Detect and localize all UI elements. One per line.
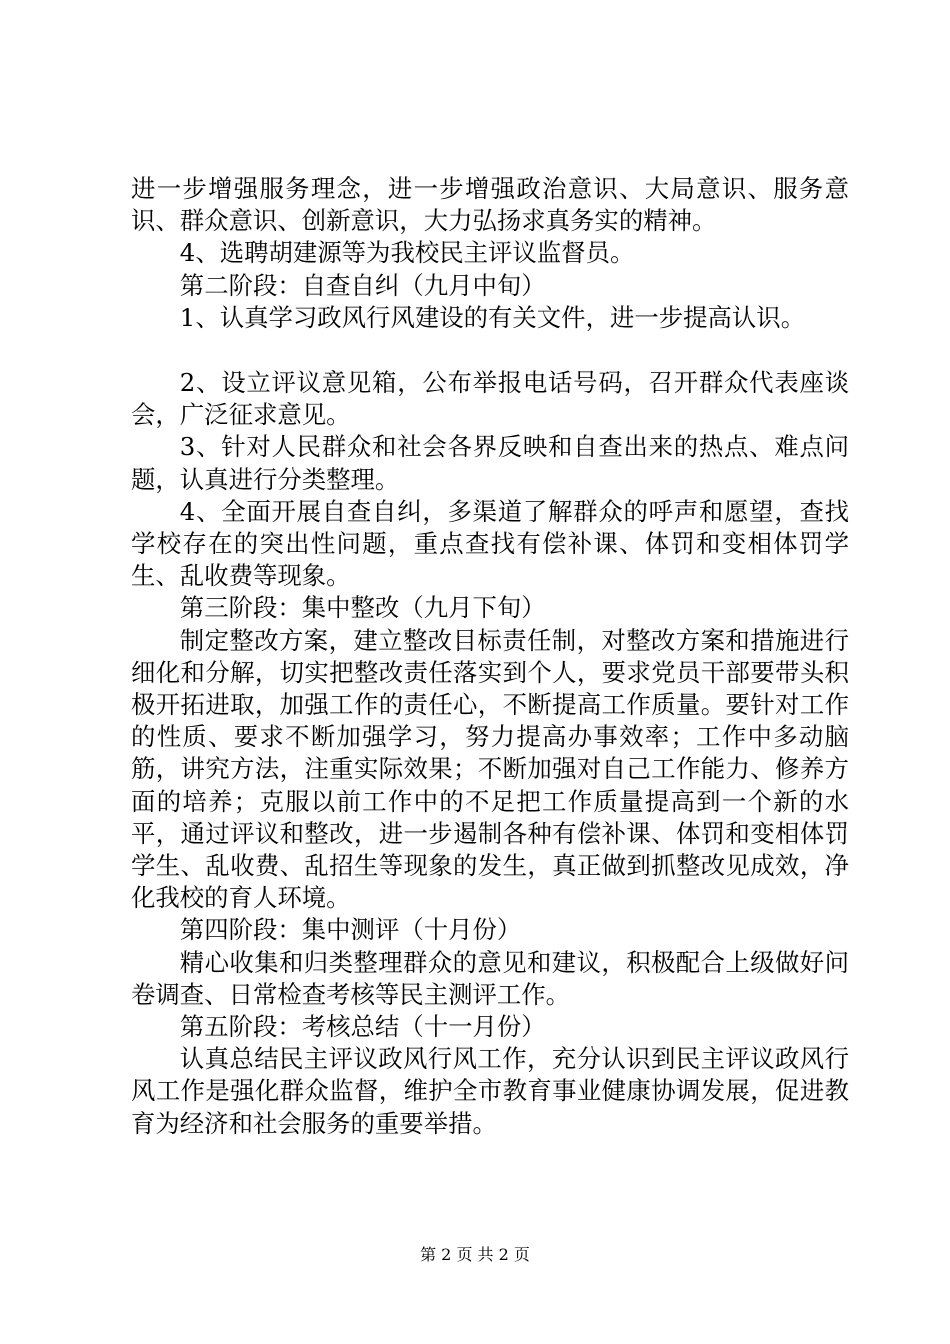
stage-2-heading: 第二阶段：自查自纠（九月中旬） [179, 270, 546, 300]
paragraph-stage-2-item-3: 3、针对人民群众和社会各界反映和自查出来的热点、难点问题，认真进行分类整理。 [131, 432, 849, 494]
paragraph-stage-5-body: 认真总结民主评议政风行风工作，充分认识到民主评议政风行风工作是强化群众监督，维护全市教育事业健康协调发展，促进教育为经济和社会服务的重要举措。 [131, 1044, 849, 1138]
stage-3-heading: 第三阶段：集中整改（九月下旬） [179, 593, 546, 623]
paragraph-item-4-supervisor: 4、选聘胡建源等为我校民主评议监督员。 [179, 238, 635, 268]
paragraph-stage-4-body: 精心收集和归类整理群众的意见和建议，积极配合上级做好问卷调查、日常检查考核等民主测评工作。 [131, 947, 849, 1009]
paragraph-stage-3-body: 制定整改方案，建立整改目标责任制，对整改方案和措施进行细化和分解，切实把整改责任落实到个人，要求党员干部要带头积极开拓进取，加强工作的责任心，不断提高工作质量。要针对工作的性质、要求不断加强学习，努力提高办事效率；工作中多动脑筋，讲究方法，注重实际效果；不断加强对自己工作能力、修养方面的培养；克服以前工作中的不足把工作质量提高到一个新的水平，通过评议和整改，进一步遏制各种有偿补课、体罚和变相体罚学生、乱收费、乱招生等现象的发生，真正做到抓整改见成效，净化我校的育人环境。 [131, 625, 849, 913]
paragraph-continuation: 进一步增强服务理念，进一步增强政治意识、大局意识、服务意识、群众意识、创新意识，大力弘扬求真务实的精神。 [131, 174, 849, 236]
document-body [131, 173, 849, 1140]
paragraph-stage-2-item-2: 2、设立评议意见箱，公布举报电话号码，召开群众代表座谈会，广泛征求意见。 [131, 368, 849, 430]
paragraph-stage-2-item-1: 1、认真学习政风行风建设的有关文件，进一步提高认识。 [179, 302, 806, 332]
stage-5-heading: 第五阶段：考核总结（十一月份） [179, 1012, 546, 1042]
paragraph-stage-2-item-4: 4、全面开展自查自纠，多渠道了解群众的呼声和愿望，查找学校存在的突出性问题，重点查找有偿补课、体罚和变相体罚学生、乱收费等现象。 [131, 496, 849, 591]
stage-4-heading: 第四阶段：集中测评（十月份） [179, 915, 522, 945]
page-number-footer: 第 2 页 共 2 页 [420, 1245, 530, 1264]
